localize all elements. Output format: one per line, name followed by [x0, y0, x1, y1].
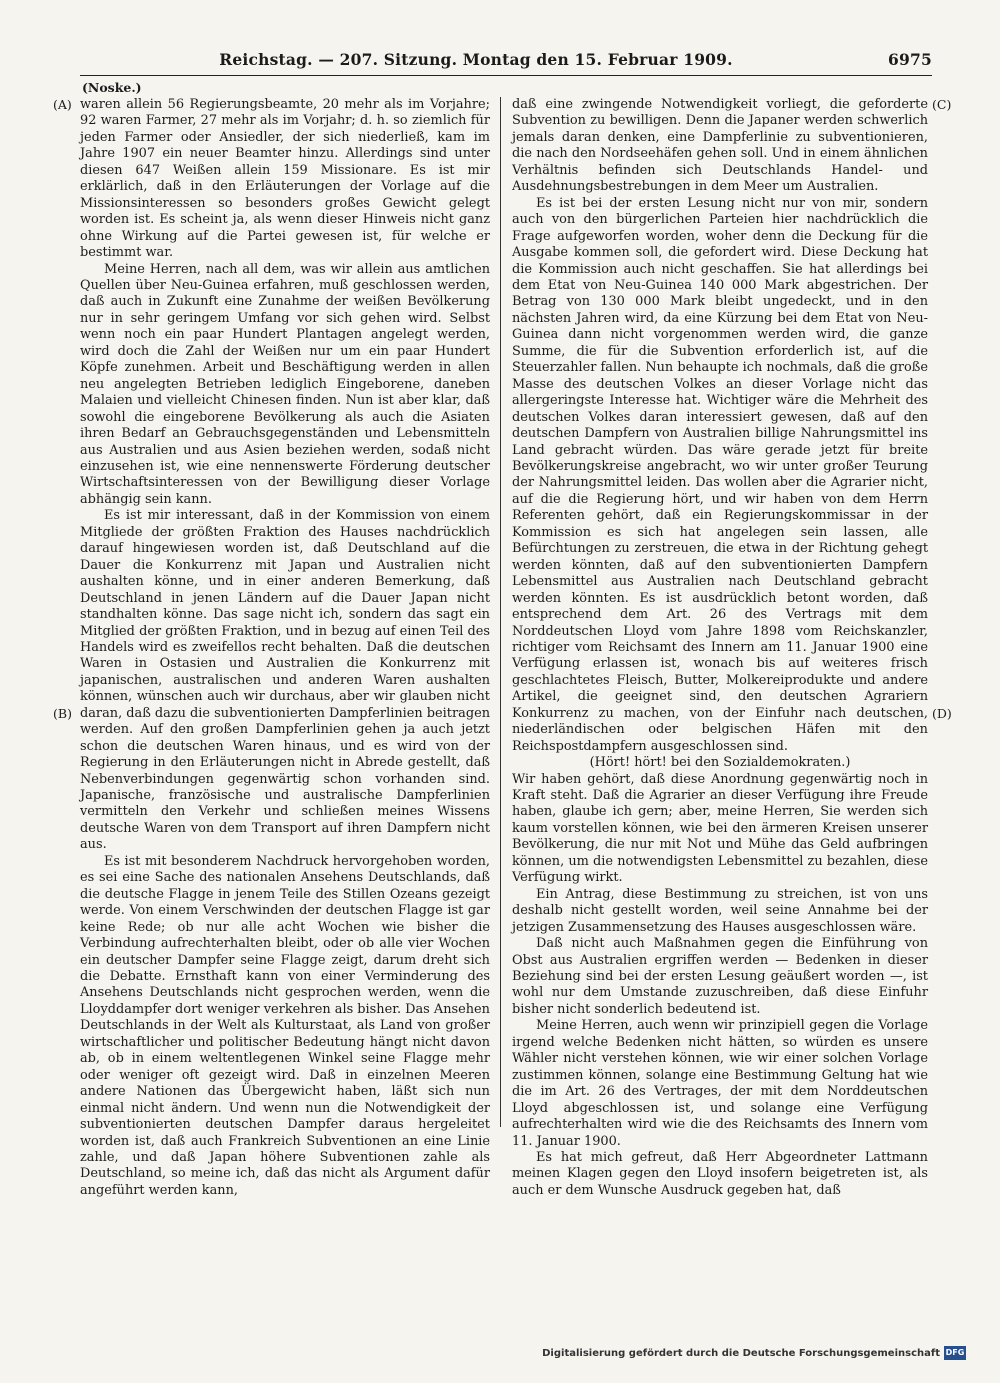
margin-marker-a: (A) [53, 97, 72, 112]
header-title: Reichstag. — 207. Sitzung. Montag den 15. Februar 1909. [219, 50, 733, 69]
paragraph: Es ist mir interessant, daß in der Kommission von einem Mitgliede der größten Fraktion des Hauses nachdrücklich darauf hingewiesen worden ist, daß Deutschland auf die Dauer die Konkurrenz mit Japan und Australien nicht aushalten könne, und in einer anderen Bemerkung, daß Deutschland in jenen Ländern auf die Dauer Japan nicht standhalten könne. Das sage nicht ich, sondern das sagt ein Mitglied der größten Fraktion, und in bezug auf einen Teil des Handels wird es zweifellos recht behalten. Daß die deutschen Waren in Ostasien und Australien die Konkurrenz mit japanischen, australischen und anderen Waren aushalten können, wünschen auch wir durchaus, aber wir glauben nicht daran, daß dazu die subventionierten Dampferlinien beitragen werden. Auf den großen Dampferlinien gehen ja auch jetzt schon die deutschen Waren hinaus, und es wird von der Regierung in den Erläuterungen nicht in Abrede gestellt, daß Nebenverbindungen gegenwärtig schon vorhanden sind. Japanische, französische und australische Dampferlinien vermitteln den Verkehr und schließen meines Wissens deutsche Waren von dem Transport auf ihren Dampfern nicht aus. [80, 508, 490, 853]
page-number: 6975 [888, 50, 932, 69]
paragraph: Es hat mich gefreut, daß Herr Abgeordneter Lattmann meinen Klagen gegen den Lloyd insofern beigetreten ist, als auch er dem Wunsche Ausdruck gegeben hat, daß [512, 1150, 928, 1198]
paragraph: Daß nicht auch Maßnahmen gegen die Einführung von Obst aus Australien ergriffen werden — Bedenken in dieser Beziehung sind bei der ersten Lesung geäußert worden —, ist wohl nur dem Umstande zuzuschreiben, daß diese Einfuhr bisher nicht sonderlich bedeutend ist. [512, 936, 928, 1017]
column-divider [500, 97, 501, 1127]
paragraph: daß eine zwingende Notwendigkeit vorliegt, die geforderte Subvention zu bewilligen. Denn die Japaner werden schwerlich jemals daran denken, eine Dampferlinie zu subventionieren, die nach den Nordseehäfen gehen soll. Und in einem ähnlichen Verhältnis befinden sich Deutschlands Handel- und Ausdehnungsbestrebungen in dem Meer um Australien. [512, 97, 928, 195]
footer-credit [542, 1346, 966, 1360]
footer-text: Digitalisierung gefördert durch die Deutsche Forschungsgemeinschaft [542, 1347, 940, 1359]
header-rule [80, 75, 932, 76]
margin-marker-c: (C) [932, 97, 952, 112]
interjection: (Hört! hört! bei den Sozialdemokraten.) [589, 755, 851, 771]
margin-marker-b: (B) [53, 706, 72, 721]
page-header [80, 50, 932, 74]
paragraph: Wir haben gehört, daß diese Anordnung gegenwärtig noch in Kraft steht. Daß die Agrarier an dieser Verfügung ihre Freude haben, glaube ich gern; aber, meine Herren, Sie werden sich kaum vorstellen können, wie bei den ärmeren Kreisen unserer Bevölkerung, die nur mit Not und Mühe das Geld aufbringen können, um die notwendigsten Lebensmittel zu bezahlen, diese Verfügung wirkt. [512, 771, 928, 886]
paragraph: Ein Antrag, diese Bestimmung zu streichen, ist von uns deshalb nicht gestellt worden, weil seine Annahme bei der jetzigen Zusammensetzung des Hauses ausgeschlossen wäre. [512, 886, 928, 935]
paragraph: Meine Herren, auch wenn wir prinzipiell gegen die Vorlage irgend welche Bedenken nicht hätten, so würden es unsere Wähler nicht verstehen können, wie wir einer solchen Vorlage zustimmen können, solange eine Bestimmung Geltung hat wie die im Art. 26 des Vertrages, der mit dem Norddeutschen Lloyd abgeschlossen ist, und solange eine Verfügung aufrechterhalten wird wie die des Reichsamts des Innern vom 11. Januar 1900. [512, 1018, 928, 1149]
paragraph: waren allein 56 Regierungsbeamte, 20 mehr als im Vorjahre; 92 waren Farmer, 27 mehr als im Vorjahr; d. h. so ziemlich für jeden Farmer oder Ansiedler, der sich niederließ, kam im Jahre 1907 ein neuer Beamter hinzu. Allerdings sind unter diesen 647 Weißen allein 159 Missionare. Es ist mir erklärlich, daß in den Erläuterungen der Vorlage auf die Missionsinteressen so besonders großes Gewicht gelegt worden ist. Es scheint ja, als wenn dieser Hinweis nicht ganz ohne Wirkung auf die Partei gewesen ist, für welche er bestimmt war. [80, 97, 490, 261]
right-column [512, 97, 928, 1199]
paragraph: Es ist mit besonderem Nachdruck hervorgehoben worden, es sei eine Sache des nationalen Ansehens Deutschlands, daß die deutsche Flagge in jenem Teile des Stillen Ozeans gezeigt werde. Von einem Verschwinden der deutschen Flagge ist gar keine Rede; ob nur alle acht Wochen wie bisher die Verbindung aufrechterhalten bleibt, oder ob alle vier Wochen ein deutscher Dampfer seine Flagge zeigt, darum dreht sich die Debatte. Ernsthaft kann von einer Verminderung des Ansehens Deutschlands nicht gesprochen werden, wenn die Lloyddampfer dort weniger verkehren als bisher. Das Ansehen Deutschlands in der Welt als Kulturstaat, als Land von großer wirtschaftlicher und politischer Bedeutung hängt nicht davon ab, ob in einem weltentlegenen Winkel seine Flagge mehr oder weniger oft gezeigt wird. Daß in einzelnen Meeren andere Nationen das Übergewicht haben, läßt sich nun einmal nicht ändern. Und wenn nun die Notwendigkeit der subventionierten deutschen Dampfer daraus hergeleitet worden ist, daß auch Frankreich Subventionen an eine Linie zahle, und daß Japan höhere Subventionen zahle als Deutschland, so meine ich, daß das nicht als Argument dafür angeführt werden kann, [80, 853, 490, 1198]
speaker-label: (Noske.) [82, 80, 142, 95]
dfg-logo-icon: DFG [944, 1346, 966, 1360]
left-column [80, 97, 490, 1199]
margin-marker-d: (D) [932, 706, 952, 721]
paragraph: Meine Herren, nach all dem, was wir allein aus amtlichen Quellen über Neu-Guinea erfahren, muß geschlossen werden, daß auch in Zukunft eine Zunahme der weißen Bevölkerung nur in sehr geringem Umfang vor sich gehen wird. Selbst wenn noch ein paar Hundert Plantagen angelegt werden, wird doch die Zahl der Weißen nur um ein paar Hundert Köpfe zunehmen. Arbeit und Beschäftigung werden in allen neu angelegten Betrieben lediglich Eingeborene, daneben Malaien und vielleicht Chinesen finden. Nun ist aber klar, daß sowohl die eingeborene Bevölkerung als auch die Asiaten ihren Bedarf an Gebrauchsgegenständen und Lebensmitteln aus Australien und aus Asien beziehen werden, sodaß nicht einzusehen ist, wie eine nennenswerte Förderung deutscher Wirtschaftsinteressen von der Bewilligung dieser Vorlage abhängig sein kann. [80, 261, 490, 507]
paragraph: Es ist bei der ersten Lesung nicht nur von mir, sondern auch von den bürgerlichen Parteien hier nachdrücklich die Frage aufgeworfen worden, woher denn die Deckung für die Ausgabe kommen soll, die gefordert wird. Diese Deckung hat die Kommission auch nicht geschaffen. Sie hat allerdings bei dem Etat von Neu-Guinea 140 000 Mark abgestrichen. Der Betrag von 130 000 Mark bleibt ungedeckt, und in den nächsten Jahren wird, da eine Kürzung bei dem Etat von Neu-Guinea dann nicht vorgenommen werden wird, die ganze Summe, die für die Subvention erforderlich ist, auf die Steuerzahler fallen. Nun behaupte ich nochmals, daß die große Masse des deutschen Volkes an dieser Vorlage nicht das allergeringste Interesse hat. Wichtiger wäre die Mehrheit des deutschen Volkes daran interessiert gewesen, daß auf den deutschen Dampfern von Australien billige Nahrungsmittel ins Land gebracht würden. Das wäre gerade jetzt für breite Bevölkerungskreise angebracht, wo wir unter großer Teurung der Nahrungsmittel leiden. Das wollen aber die Agrarier nicht, auf die die Regierung hört, und wir haben von dem Herrn Referenten gehört, daß ein Regierungskommissar in der Kommission es sich hat angelegen sein lassen, alle Befürchtungen zu zerstreuen, die etwa in der Richtung gehegt werden könnten, daß auf den subventionierten Dampfern Lebensmittel aus Australien nach Deutschland gebracht werden könnten. Es ist ausdrücklich betont worden, daß entsprechend dem Art. 26 des Vertrags mit dem Norddeutschen Lloyd vom Jahre 1898 vom Reichskanzler, richtiger vom Reichsamt des Innern am 11. Januar 1900 eine Verfügung erlassen ist, wonach bis auf weiteres frisch geschlachtetes Fleisch, Butter, Molkereiprodukte und andere Artikel, die geeignet sind, den deutschen Agrariern Konkurrenz zu machen, von der Einfuhr nach deutschen, niederländischen oder belgischen Häfen mit den Reichspostdampfern ausgeschlossen sind. [512, 195, 928, 754]
